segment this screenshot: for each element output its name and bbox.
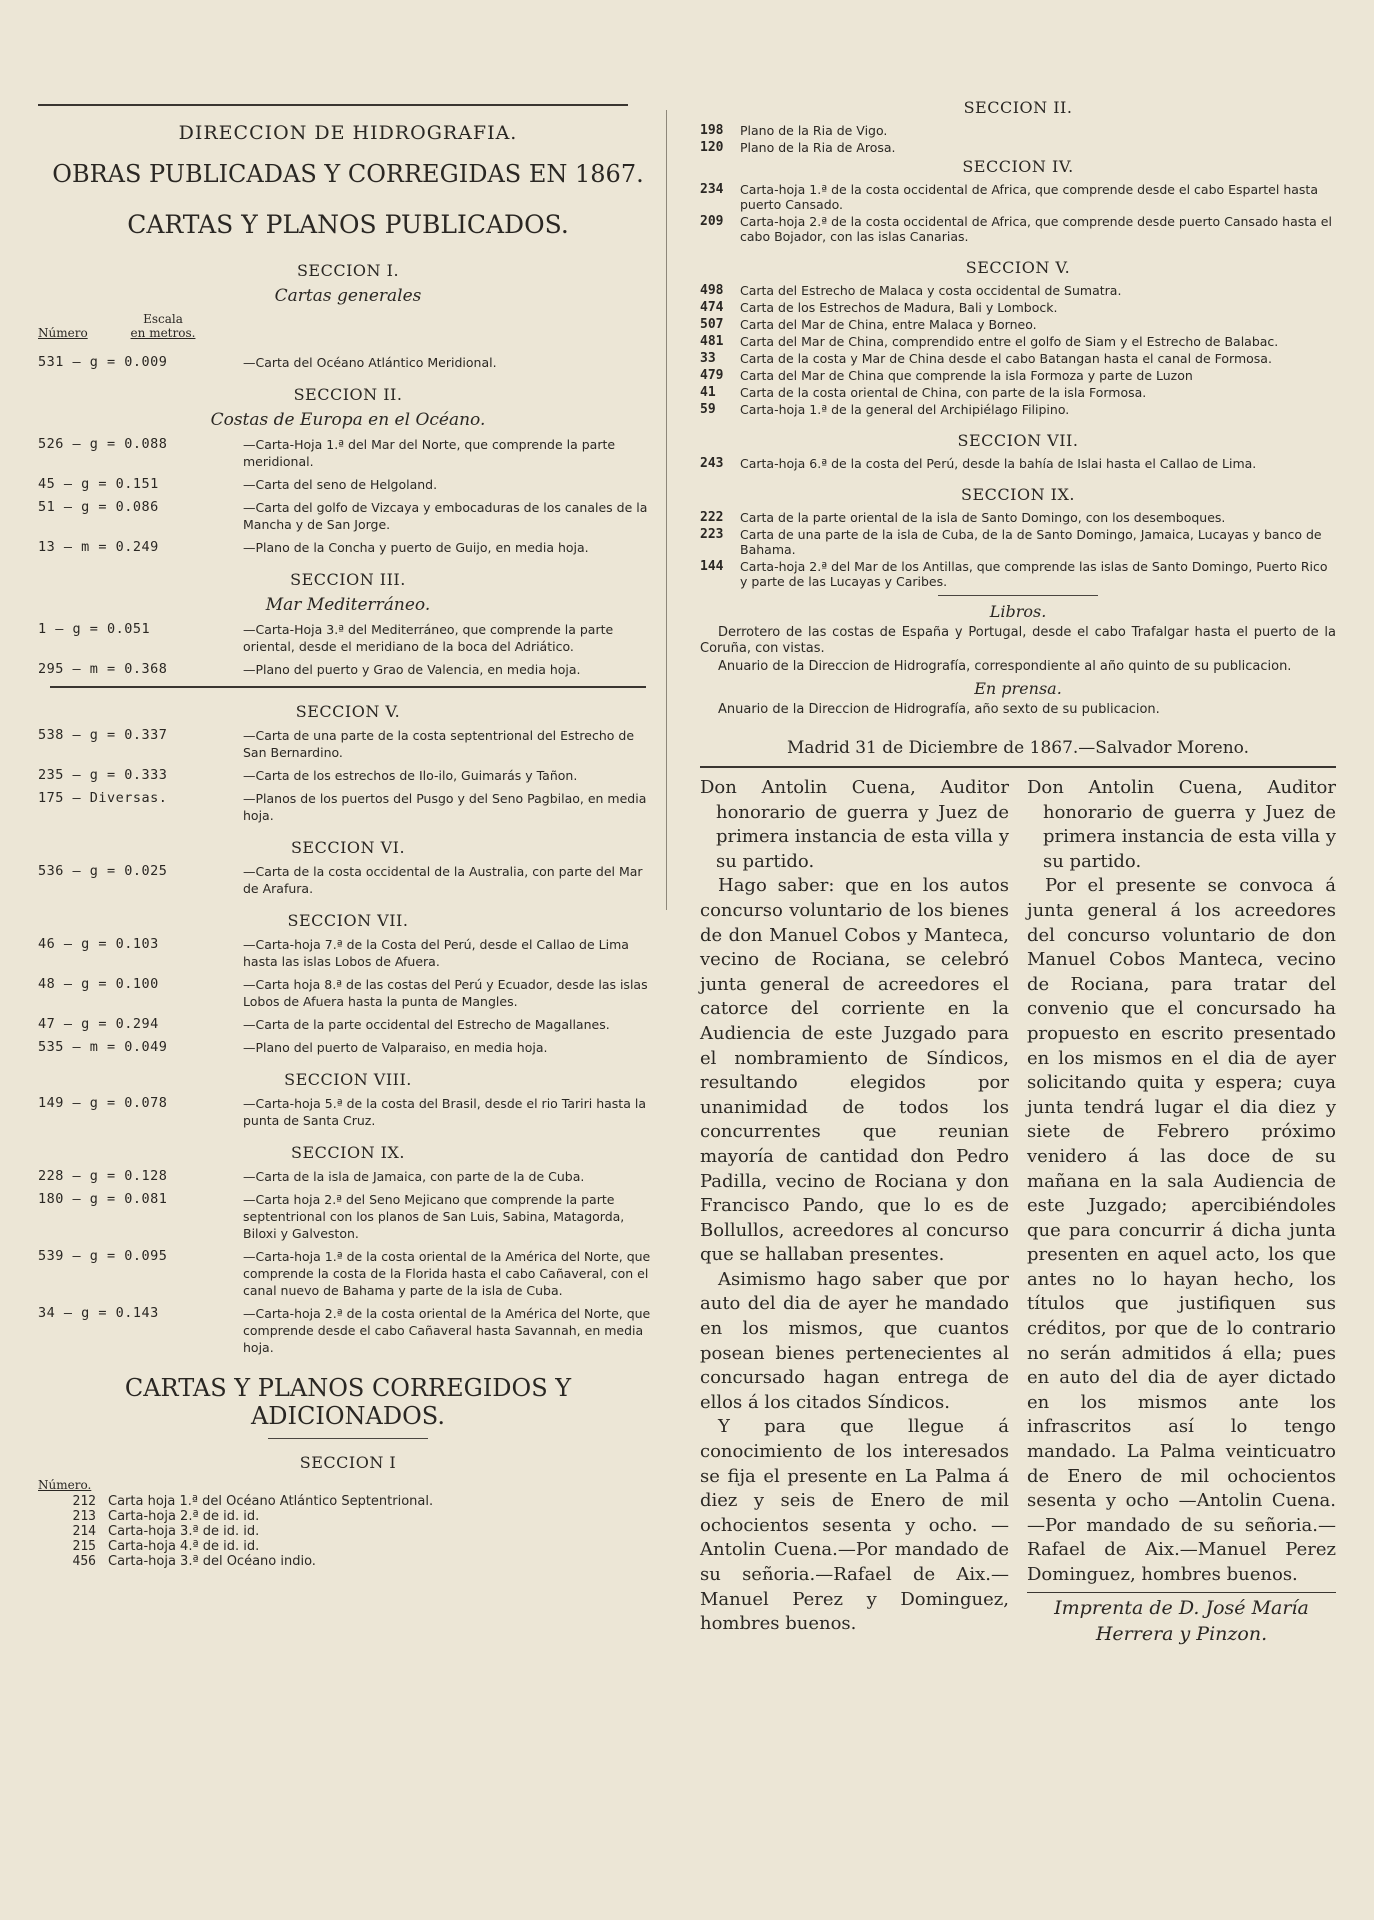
right-sec5-title: SECCION V.: [965, 258, 1071, 277]
libros-title: Libros.: [989, 602, 1047, 621]
list-item: [700, 456, 1336, 471]
list-item: [700, 385, 1336, 400]
entry-code: 47 — g = 0.294: [38, 1016, 159, 1032]
entry-code: 526 — g = 0.088: [38, 436, 168, 452]
list-item: [38, 1248, 658, 1299]
list-item: [700, 182, 1336, 212]
entry-description: —Carta del Océano Atlántico Meridional.: [243, 355, 497, 370]
list-item: [700, 351, 1336, 366]
entry-number: 223: [700, 527, 724, 542]
left-sec1-title: SECCION I.: [296, 261, 400, 280]
entry-description: —Carta-hoja 1.ª de la costa oriental de la América del Norte, que comprende la costa de la Florida hasta el cabo Cañaveral, con el canal nuevo de Bahama y parte de la isla de Cuba.: [243, 1249, 651, 1298]
escala-header: [108, 312, 218, 340]
entry-description: Carta de la costa y Mar de China desde el cabo Batangan hasta el canal de Formosa.: [740, 351, 1272, 366]
notice-1-para-1: Hago saber: que en los autos concurso voluntario de los bienes de don Manuel Cobos y Manteca, vecino de Rociana, se celebró junta general de acreedores el catorce del corriente en la Audiencia de este Juzgado para el nombramiento de Síndicos, resultando elegidos por unanimidad de todos los concurrentes que reunian mayoría de cantidad don Pedro Padilla, vecino de Rociana y don Francisco Pando, que lo es de Bollullos, acreedores al concurso que se hallaban presentes.: [700, 875, 1009, 1266]
list-item: [700, 283, 1336, 298]
entry-description: —Carta del seno de Helgoland.: [243, 477, 438, 492]
list-item: [38, 1039, 658, 1056]
entry-number: 144: [700, 559, 724, 574]
entry-code: 34 — g = 0.143: [38, 1305, 159, 1321]
entry-description: —Carta de la costa occidental de la Australia, con parte del Mar de Arafura.: [243, 864, 643, 896]
list-item: [38, 976, 658, 1010]
libros-para-1: Derrotero de las costas de España y Portugal, desde el cabo Trafalgar hasta el puerto de la Coruña, con vistas.: [700, 625, 1336, 656]
entry-number: 212: [72, 1494, 96, 1509]
corr-sec-title: SECCION I: [299, 1453, 397, 1472]
direccion-heading: DIRECCION DE HIDROGRAFIA.: [178, 122, 518, 144]
entry-number: 213: [72, 1509, 96, 1524]
entry-number: 474: [700, 300, 724, 315]
entry-number: 209: [700, 214, 724, 229]
list-item: [38, 661, 658, 678]
list-item: [700, 123, 1336, 138]
list-item: [700, 368, 1336, 383]
entry-description: Carta de la parte oriental de la isla de Santo Domingo, con los desemboques.: [740, 510, 1226, 525]
entry-number: 33: [700, 351, 716, 366]
entry-description: Carta del Estrecho de Malaca y costa occidental de Sumatra.: [740, 283, 1122, 298]
left-sec7-list: [38, 936, 658, 1056]
entry-number: 481: [700, 334, 724, 349]
entry-code: 149 — g = 0.078: [38, 1095, 168, 1111]
left-sec9-list: [38, 1168, 658, 1356]
entry-number: 59: [700, 402, 716, 417]
list-item: [38, 790, 658, 824]
notice-2: [1027, 776, 1336, 1647]
entry-code: 180 — g = 0.081: [38, 1191, 168, 1207]
imprenta-credit: Imprenta de D. José María Herrera y Pinzon.: [1027, 1592, 1336, 1647]
obras-heading: OBRAS PUBLICADAS Y CORREGIDAS EN 1867.: [52, 160, 644, 188]
list-item: [38, 539, 658, 556]
prensa-para: Anuario de la Direccion de Hidrografía, año sexto de su publicacion.: [718, 702, 1160, 717]
entry-description: Carta-hoja 3.ª de id. id.: [108, 1524, 260, 1539]
column-divider: [666, 110, 667, 910]
left-sec5-title: SECCION V.: [295, 702, 401, 721]
entry-number: 456: [72, 1554, 96, 1569]
right-sec2-title: SECCION II.: [963, 98, 1073, 117]
notice-1-para-2: Asimismo hago saber que por auto del dia de ayer he mandado en los mismos, que cuantos posean bienes pertenecientes al concursado hagan entrega de ellos á los citados Síndicos.: [700, 1268, 1009, 1413]
entry-number: 498: [700, 283, 724, 298]
entry-description: —Planos de los puertos del Pusgo y del Seno Pagbilao, en media hoja.: [243, 791, 647, 823]
list-item: [38, 476, 658, 493]
cartas-corregidos-heading: CARTAS Y PLANOS CORREGIDOS Y ADICIONADOS.: [124, 1374, 572, 1430]
entry-code: 535 — m = 0.049: [38, 1039, 168, 1055]
section-rule: [50, 686, 645, 688]
entry-code: 175 — Diversas.: [38, 790, 168, 806]
list-item: [38, 354, 658, 371]
entry-description: —Carta del golfo de Vizcaya y embocaduras de los canales de la Mancha y de San Jorge.: [243, 500, 648, 532]
short-rule: [268, 1438, 428, 1439]
entry-description: Carta-hoja 2.ª de la costa occidental de Africa, que comprende desde puerto Cansado hasta el cabo Bojador, con las islas Canarias.: [740, 214, 1332, 244]
left-sec3-title: SECCION III.: [290, 570, 406, 589]
left-sec3-subtitle: Mar Mediterráneo.: [265, 595, 431, 615]
right-sec9-title: SECCION IX.: [961, 485, 1075, 504]
list-item: [38, 1305, 658, 1356]
entry-description: —Carta hoja 2.ª del Seno Mejicano que comprende la parte septentrional con los planos de San Luis, Sabina, Matagorda, Biloxi y Galveston.: [243, 1192, 625, 1241]
notice-1-heading: Don Antolin Cuena, Auditor honorario de guerra y Juez de primera instancia de esta villa y su partido.: [700, 777, 1009, 872]
entry-description: —Carta-hoja 5.ª de la costa del Brasil, desde el rio Tariri hasta la punta de Santa Cruz.: [243, 1096, 646, 1128]
entry-code: 51 — g = 0.086: [38, 499, 159, 515]
escala-label: Escala: [143, 312, 183, 326]
corr-list: [38, 1494, 658, 1569]
list-item: [38, 499, 658, 533]
entry-number: 198: [700, 123, 724, 138]
entry-description: —Carta-Hoja 3.ª del Mediterráneo, que comprende la parte oriental, desde el meridiano de la boca del Adriático.: [243, 622, 614, 654]
entry-number: 479: [700, 368, 724, 383]
entry-code: 13 — m = 0.249: [38, 539, 159, 555]
entry-code: 539 — g = 0.095: [38, 1248, 168, 1264]
notice-1-para-3: Y para que llegue á conocimiento de los interesados se fija el presente en La Palma á diez y seis de Enero de mil ochocientos sesenta y ocho. —Antolin Cuena.—Por mandado de su señoria.—Rafael de Aix.—Manuel Perez y Dominguez, hombres buenos.: [700, 1416, 1009, 1635]
entry-description: —Carta-hoja 2.ª de la costa oriental de la América del Norte, que comprende desde el cabo Cañaveral hasta Savannah, en media hoja.: [243, 1306, 651, 1355]
entry-description: Plano de la Ria de Vigo.: [740, 123, 888, 138]
list-item: [38, 1524, 658, 1539]
metros-label: en metros.: [130, 326, 196, 340]
list-item: [38, 1494, 658, 1509]
list-item: [38, 1509, 658, 1524]
entry-description: Carta-hoja 2.ª del Mar de los Antillas, que comprende las islas de Santo Domingo, Puerto Rico y parte de las Lucayas y Caribes.: [740, 559, 1328, 589]
numero-header: Número: [38, 326, 88, 340]
entry-number: 120: [700, 140, 724, 155]
entry-description: Carta del Mar de China, comprendido entre el golfo de Siam y el Estrecho de Balabac.: [740, 334, 1279, 349]
entry-description: —Plano del puerto y Grao de Valencia, en media hoja.: [243, 662, 581, 677]
entry-number: 215: [72, 1539, 96, 1554]
entry-description: —Carta de una parte de la costa septentrional del Estrecho de San Bernardino.: [243, 728, 635, 760]
entry-description: —Plano de la Concha y puerto de Guijo, en media hoja.: [243, 540, 589, 555]
entry-description: Carta de una parte de la isla de Cuba, de la de Santo Domingo, Jamaica, Lucayas y banco de Bahama.: [740, 527, 1322, 557]
entry-code: 536 — g = 0.025: [38, 863, 168, 879]
entry-description: —Carta-Hoja 1.ª del Mar del Norte, que comprende la parte meridional.: [243, 437, 616, 469]
left-sec1-subtitle: Cartas generales: [274, 286, 422, 306]
left-sec2-subtitle: Costas de Europa en el Océano.: [210, 410, 486, 430]
entry-code: 538 — g = 0.337: [38, 727, 168, 743]
entry-description: —Plano del puerto de Valparaiso, en media hoja.: [243, 1040, 548, 1055]
list-item: [38, 1095, 658, 1129]
list-item: [38, 1016, 658, 1033]
en-prensa-title: En prensa.: [974, 679, 1062, 698]
left-sec9-title: SECCION IX.: [291, 1143, 405, 1162]
entry-description: —Carta de los estrechos de Ilo-ilo, Guimarás y Tañon.: [243, 768, 578, 783]
entry-number: 243: [700, 456, 724, 471]
entry-number: 41: [700, 385, 716, 400]
cartas-publicados-heading: CARTAS Y PLANOS PUBLICADOS.: [127, 210, 569, 239]
list-item: [700, 140, 1336, 155]
entry-code: 45 — g = 0.151: [38, 476, 159, 492]
entry-description: Carta del Mar de China que comprende la isla Formoza y parte de Luzon: [740, 368, 1193, 383]
right-sec5-list: [700, 283, 1336, 417]
list-item: [700, 559, 1336, 589]
notice-2-para-1: Por el presente se convoca á junta general á los acreedores del concurso voluntario de don Manuel Cobos Manteca, vecino de Rociana, para tratar del convenio que el concursado ha propuesto en escrito presentado en los mismos en el dia de ayer solicitando quita y espera; cuya junta tendrá lugar el dia diez y siete de Febrero próximo venidero á las doce de su mañana en la sala Audiencia de este Juzgado; apercibiéndoles que para concurrir á dicha junta presenten en aquel acto, los que antes no lo hayan hecho, los títulos que justifiquen sus créditos, por que de lo contrario no serán admitidos á ella; pues en auto del dia de ayer dictado en los mismos ante los infrascritos así lo tengo mandado. La Palma veinticuatro de Enero de mil ochocientos sesenta y ocho —Antolin Cuena.—Por mandado de su señoria.—Rafael de Aix.—Manuel Perez Dominguez, hombres buenos.: [1027, 875, 1336, 1585]
list-item: [38, 863, 658, 897]
right-sec4-title: SECCION IV.: [962, 157, 1074, 176]
entry-description: Carta-hoja 1.ª de la general del Archipiélago Filipino.: [740, 402, 1070, 417]
entry-description: —Carta de la isla de Jamaica, con parte de la de Cuba.: [243, 1169, 585, 1184]
entry-number: 214: [72, 1524, 96, 1539]
list-item: [38, 436, 658, 470]
entry-description: Plano de la Ria de Arosa.: [740, 140, 896, 155]
entry-code: 295 — m = 0.368: [38, 661, 168, 677]
right-sec9-list: [700, 510, 1336, 589]
entry-code: 228 — g = 0.128: [38, 1168, 168, 1184]
list-item: [700, 300, 1336, 315]
entry-code: 1 — g = 0.051: [38, 621, 151, 637]
short-rule: [938, 595, 1098, 596]
left-sec3-list: [38, 621, 658, 678]
list-item: [700, 334, 1336, 349]
list-item: [38, 1168, 658, 1185]
corr-numero-header: Número.: [38, 1478, 92, 1492]
left-sec5-list: [38, 727, 658, 824]
entry-code: 46 — g = 0.103: [38, 936, 159, 952]
right-sec4-list: [700, 182, 1336, 244]
libros-para-2: Anuario de la Direccion de Hidrografía, correspondiente al año quinto de su publicacion.: [718, 659, 1292, 674]
list-item: [38, 621, 658, 655]
left-column: [38, 98, 658, 1569]
left-sec7-title: SECCION VII.: [287, 911, 409, 930]
left-sec2-list: [38, 436, 658, 556]
column-headers: [38, 312, 658, 340]
list-item: [38, 1539, 658, 1554]
entry-code: 235 — g = 0.333: [38, 767, 168, 783]
list-item: [700, 510, 1336, 525]
entry-number: 222: [700, 510, 724, 525]
entry-description: Carta de los Estrechos de Madura, Bali y Lombock.: [740, 300, 1058, 315]
entry-description: —Carta hoja 8.ª de las costas del Perú y Ecuador, desde las islas Lobos de Afuera hasta la punta de Mangles.: [243, 977, 648, 1009]
left-sec8-title: SECCION VIII.: [284, 1070, 412, 1089]
entry-description: Carta hoja 1.ª del Océano Atlántico Septentrional.: [108, 1494, 434, 1509]
list-item: [700, 214, 1336, 244]
right-sec2-list: [700, 123, 1336, 155]
notice-2-heading: Don Antolin Cuena, Auditor honorario de guerra y Juez de primera instancia de esta villa y su partido.: [1027, 777, 1336, 872]
right-column: [700, 98, 1336, 1647]
entry-description: —Carta-hoja 7.ª de la Costa del Perú, desde el Callao de Lima hasta las islas Lobos de Afuera.: [243, 937, 629, 969]
right-sec7-title: SECCION VII.: [957, 431, 1079, 450]
left-sec6-title: SECCION VI.: [290, 838, 406, 857]
list-item: [38, 1191, 658, 1242]
left-sec2-title: SECCION II.: [293, 385, 403, 404]
entry-description: —Carta de la parte occidental del Estrecho de Magallanes.: [243, 1017, 610, 1032]
list-item: [700, 402, 1336, 417]
entry-description: Carta-hoja 6.ª de la costa del Perú, desde la bahía de Islai hasta el Callao de Lima.: [740, 456, 1257, 471]
list-item: [38, 767, 658, 784]
madrid-signature: Madrid 31 de Diciembre de 1867.—Salvador Moreno.: [786, 738, 1250, 758]
list-item: [38, 1554, 658, 1569]
left-sec6-list: [38, 863, 658, 897]
entry-description: Carta-hoja 2.ª de id. id.: [108, 1509, 260, 1524]
left-sec1-list: [38, 354, 658, 371]
entry-code: 531 — g = 0.009: [38, 354, 168, 370]
entry-description: Carta-hoja 4.ª de id. id.: [108, 1539, 260, 1554]
notice-rule: [700, 766, 1336, 768]
list-item: [700, 317, 1336, 332]
left-sec8-list: [38, 1095, 658, 1129]
list-item: [38, 727, 658, 761]
list-item: [38, 936, 658, 970]
entry-number: 507: [700, 317, 724, 332]
entry-description: Carta del Mar de China, entre Malaca y Borneo.: [740, 317, 1037, 332]
notices: [700, 776, 1336, 1647]
right-sec7-list: [700, 456, 1336, 471]
entry-code: 48 — g = 0.100: [38, 976, 159, 992]
entry-description: Carta de la costa oriental de China, con parte de la isla Formosa.: [740, 385, 1147, 400]
notice-1: [700, 776, 1009, 1647]
list-item: [700, 527, 1336, 557]
entry-description: Carta-hoja 3.ª del Océano indio.: [108, 1554, 316, 1569]
entry-description: Carta-hoja 1.ª de la costa occidental de Africa, que comprende desde el cabo Espartel hasta puerto Cansado.: [740, 182, 1318, 212]
entry-number: 234: [700, 182, 724, 197]
